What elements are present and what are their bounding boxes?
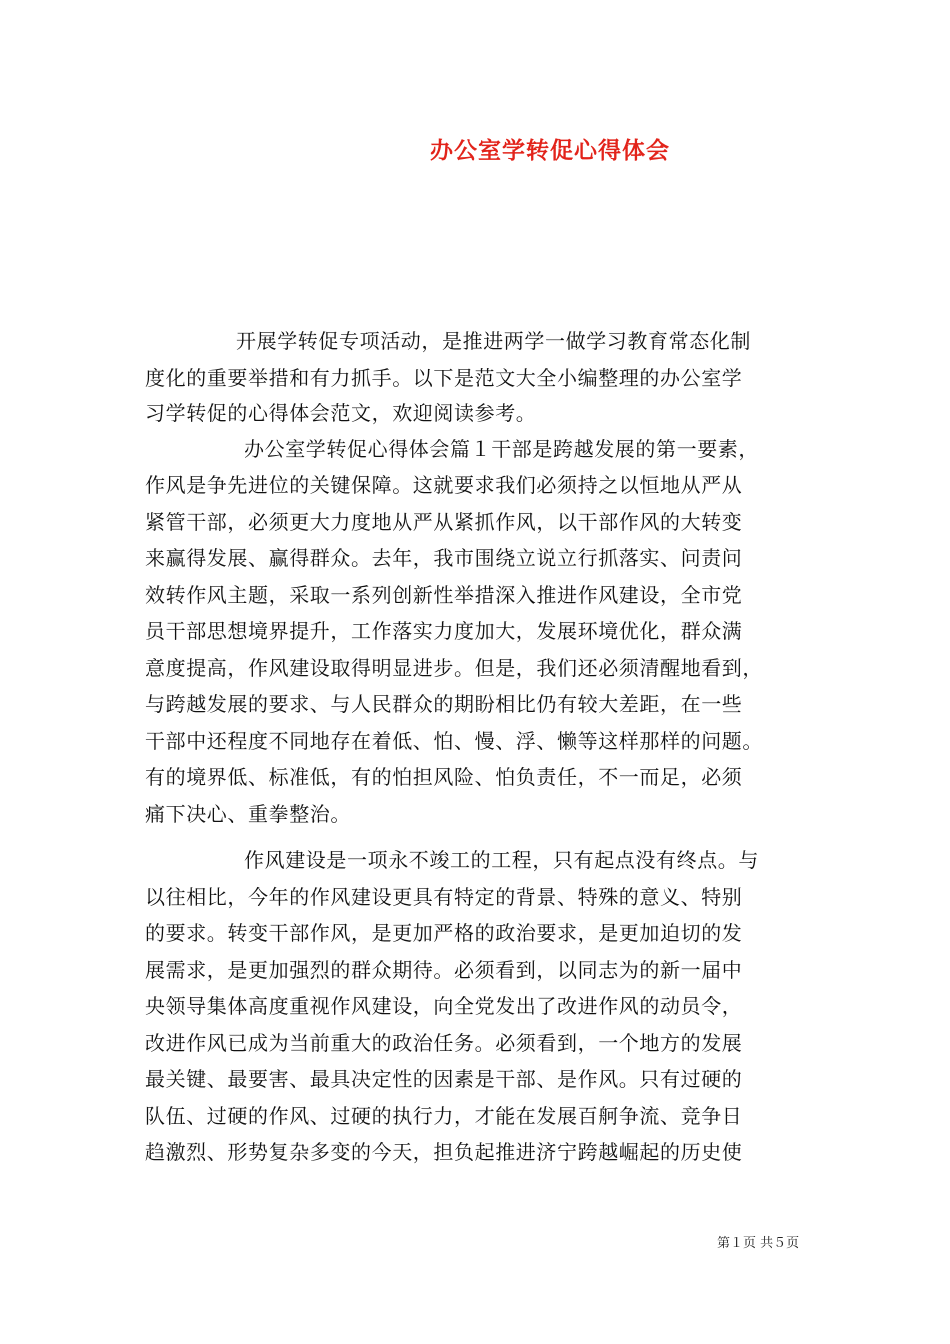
body-line: 干部中还程度不同地存在着低、怕、慢、浮、懒等这样那样的问题。 <box>145 729 763 753</box>
page-title: 办公室学转促心得体会 <box>430 137 670 164</box>
body-line: 员干部思想境界提升，工作落实力度加大，发展环境优化，群众满 <box>145 619 743 643</box>
body-line: 最关键、最要害、最具决定性的因素是干部、是作风。只有过硬的 <box>145 1067 743 1091</box>
body-line: 作风建设是一项永不竣工的工程，只有起点没有终点。与 <box>244 848 759 872</box>
body-line: 趋激烈、形势复杂多变的今天，担负起推进济宁跨越崛起的历史使 <box>145 1140 743 1164</box>
body-line: 来赢得发展、赢得群众。去年，我市围绕立说立行抓落实、问责问 <box>145 546 743 570</box>
body-line: 有的境界低、标准低，有的怕担风险、怕负责任，不一而足，必须 <box>145 765 743 789</box>
body-line: 办公室学转促心得体会篇１干部是跨越发展的第一要素， <box>244 437 759 461</box>
body-line: 紧管干部，必须更大力度地从严从紧抓作风，以干部作风的大转变 <box>145 510 743 534</box>
body-line: 的要求。转变干部作风，是更加严格的政治要求，是更加迫切的发 <box>145 921 743 945</box>
body-line: 改进作风已成为当前重大的政治任务。必须看到，一个地方的发展 <box>145 1031 743 1055</box>
body-line: 效转作风主题，采取一系列创新性举措深入推进作风建设，全市党 <box>145 583 743 607</box>
body-line: 习学转促的心得体会范文，欢迎阅读参考。 <box>145 401 537 425</box>
body-line: 央领导集体高度重视作风建设，向全党发出了改进作风的动员令， <box>145 994 743 1018</box>
body-line: 作风是争先进位的关键保障。这就要求我们必须持之以恒地从严从 <box>145 473 743 497</box>
body-line: 与跨越发展的要求、与人民群众的期盼相比仍有较大差距，在一些 <box>145 692 743 716</box>
body-line: 度化的重要举措和有力抓手。以下是范文大全小编整理的办公室学 <box>145 366 743 390</box>
body-line: 痛下决心、重拳整治。 <box>145 802 351 826</box>
body-line: 展需求，是更加强烈的群众期待。必须看到，以同志为的新一届中 <box>145 958 743 982</box>
body-line: 开展学转促专项活动，是推进两学一做学习教育常态化制 <box>236 329 751 353</box>
page-number: 第１页 共５页 <box>717 1236 800 1251</box>
body-line: 队伍、过硬的作风、过硬的执行力，才能在发展百舸争流、竞争日 <box>145 1104 743 1128</box>
body-line: 以往相比，今年的作风建设更具有特定的背景、特殊的意义、特别 <box>145 885 743 909</box>
body-line: 意度提高，作风建设取得明显进步。但是，我们还必须清醒地看到， <box>145 656 763 680</box>
